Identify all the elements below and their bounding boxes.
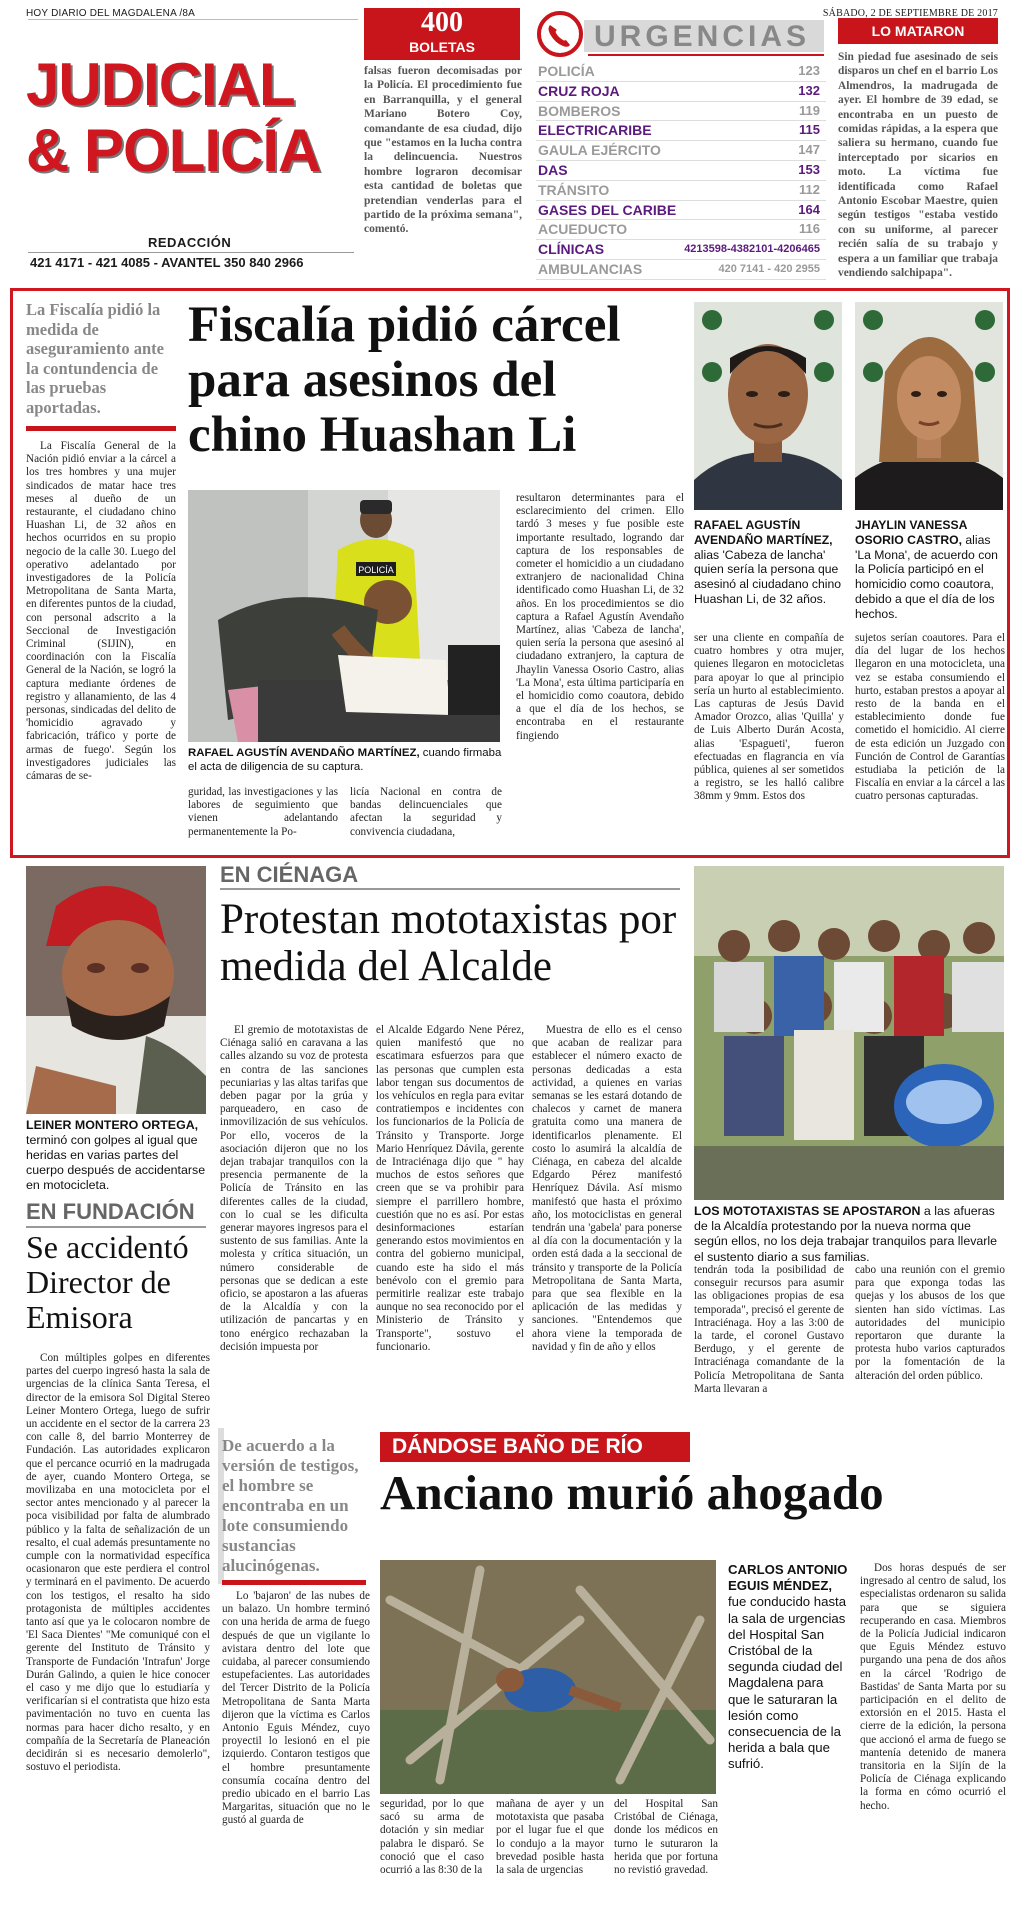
- urgencia-name: BOMBEROS: [538, 102, 621, 119]
- article3-kicker: EN FUNDACIÓN: [26, 1199, 195, 1224]
- folio-rule: [28, 19, 358, 20]
- urgencia-row: [536, 161, 826, 181]
- mugshot-jhaylin: [855, 302, 1003, 510]
- article1-headline: Fiscalía pidió cárcel para asesinos del chino Huashan Li: [188, 297, 621, 463]
- article1-col2: guridad, las investigaciones y las labores de seguimiento que vienen adelantando permanentemente la Po-: [188, 786, 338, 838]
- article1-col3: licía Nacional en contra de bandas delincuenciales que afectan la seguridad y convivencia ciudadana,: [350, 786, 502, 838]
- mataron-title: LO MATARON: [838, 18, 998, 44]
- urgencia-row: [536, 181, 826, 201]
- urgencia-name: DAS: [538, 161, 568, 178]
- article4-caption: CARLOS ANTONIO EGUIS MÉNDEZ, fue conducido hasta la sala de urgencias del Hospital San Cristóbal de la segunda ciudad del Magdalena para que le saturaran la lesión como consecuencia de la herida a bala que sufrió.: [728, 1562, 848, 1772]
- urgencia-number: 112: [799, 181, 820, 197]
- boletas-label: BOLETAS: [409, 39, 475, 55]
- article2-col5: cabo una reunión con el gremio para que exponga todas las quejas y los abusos de los que sienten han sido víctimas. Las autoridades del municipio reportaron que durante la protesta hubo varios capturados por la fomentación de la alteración del orden público.: [855, 1264, 1005, 1382]
- urgencias-header: [532, 8, 827, 58]
- section-folio: HOY DIARIO DEL MAGDALENA /8A: [26, 8, 195, 19]
- article2-kicker-rule: [220, 888, 680, 890]
- urgencia-name: POLICÍA: [538, 63, 595, 79]
- urgencia-number: 116: [799, 221, 820, 237]
- article4-deck-rule: [222, 1580, 366, 1585]
- article1-col4: resultaron determinantes para el esclarecimiento del crimen. Ello tardó 3 meses y fue posible este importante resultado, logrando dar captura de los responsables de cometer el homicidio a un ciudadano extranjero de nacionalidad China identificado como Huashan Li, de 32 años. En los procedimientos se dio captura a Rafael Agustín Avendaño Martínez, alias 'Cabeza de lancha', quien sería la persona que asesinó al ciudadano extranjero, la captura de Jhaylin Vanessa Osorio Castro, alias 'La Mona', esta última participaría en el homicidio como coautora, debido a que el día de los hechos, se encontraba en el restaurante fingiendo: [516, 492, 684, 742]
- urgencia-row: [536, 102, 826, 122]
- urgencia-row: [536, 220, 826, 240]
- leiner-photo: [26, 866, 206, 1114]
- article4-col2: seguridad, por lo que sacó su arma de dotación y sin mediar palabra le disparó. Se conoció que el caso ocurrió a las 8:30 de la: [380, 1798, 484, 1877]
- urgencia-name: ACUEDUCTO: [538, 221, 628, 238]
- urgencia-number: 147: [798, 142, 820, 158]
- article1-col5: ser una cliente en compañía de cuatro hombres y otra mujer, quienes llegaron en motocicletas para apoyar lo que al principio sería un hurto al establecimiento. Las capturas de Jesús David Amador Orozco, alias 'Quilla' y de Luis Alberto Durán Acosta, alias 'Espagueti', fueron efectuadas en flagrancia en vía pública, quienes al ser sometidos a registro, se les halló calibre 38mm y 9mm. Estos dos: [694, 632, 844, 803]
- article4-col3: mañana de ayer y un mototaxista que pasaba por el lugar fue el que lo condujo a la mayor brevedad posible hasta la sala de urgencias: [496, 1798, 604, 1877]
- article3-text: Con múltiples golpes en diferentes partes del cuerpo ingresó hasta la sala de urgencias de la clínica Santa Teresa, el director de la emisora Sol Digital Stereo Leiner Montero Ortega, luego de sufrir un accidente en el sector de la carrera 23 con calle 8, del barrio Monterrey de Fundación. Las autoridades explicaron que el percance ocurrió en la madrugada de ayer, cuando Montero Ortega, se movilizaba en una motocicleta por el sector antes mencionado y al parecer la poca visibilidad por falta de alumbrado público y la falta de señalización de un resalto, el cual además presuntamente no cumple con la normatividad específica ocasionaron que este perdiera el control y terminará en el pavimento. De acuerdo con los testigos, el resalto ha sido protagonista de múltiples accidentes tanto así que ya le colocaron nombre de 'El Saca Dientes' "Me comuniqué con el gerente del Instituto de Tránsito y Transporte de Fundación 'Intrafun' Jorge Durán Galindo, a quien le hice conocer el caso y me dijo que lo estudiaría y verificarían si el contratista que hizo esta pavimentación no tuvo en cuenta las normas para hacer dicho resalto, y en compañía de la Secretaría de Planeación decidirán si es necesario demolerlo", sostuvo el periodista.: [26, 1352, 210, 1774]
- urgencia-name: TRÁNSITO: [538, 181, 610, 198]
- urgencia-row: [536, 141, 826, 161]
- urgencia-number: 4213598-4382101-4206465: [684, 243, 820, 256]
- article1-col1: La Fiscalía General de la Nación pidió enviar a la cárcel a los tres hombres y una mujer sindicados de matar hace tres meses al dueño de un restaurante, el ciudadano chino Huashan Li, de 32 años en hechos ocurridos en su propio negocio de la calle 30. Luego del operativo adelantado por investigadores de la Policía Metropolitana de Santa Marta, en diferentes puntos de la ciudad, con personal adscrito a la Seccional de Investigación Criminal (SIJIN), en coordinación con la Fiscalía General de la Nación, se logró la captura mediante órdenes de registro y allanamiento, de las 4 personas, sindicadas del delito de 'homicidio agravado y fabricación, tráfico y porte de armas de fuego'. Según los investigadores judiciales las cámaras de se-: [26, 440, 176, 783]
- article1-col6: sujetos serían coautores. Para el día del lugar de los hechos llegaron en una motocicleta, una vez se estaba consumiendo el hurto, estaban prestos a apoyar al resto de la banda en el establecimiento donde fue cometido el homicidio. Al cierre de esta edición un Juzgado con Función de Control de Garantías estudiaba la petición de la Fiscalía en enviar a la cárcel a las cuatro personas capturadas.: [855, 632, 1005, 803]
- urgencia-number: 164: [798, 201, 820, 217]
- urgencia-number: 153: [798, 161, 820, 177]
- article4-col4: del Hospital San Cristóbal de Ciénaga, donde los médicos en turno le suturaron la herida que por fortuna no revistió gravedad.: [614, 1798, 718, 1877]
- river-photo-illustration: [380, 1560, 716, 1794]
- urgencia-number: 132: [798, 82, 820, 98]
- mugshot-rafael-illustration: [694, 302, 842, 510]
- urgencia-name: CLÍNICAS: [538, 241, 605, 258]
- article1-photo-caption: RAFAEL AGUSTÍN AVENDAÑO MARTÍNEZ, cuando firmaba el acta de diligencia de su captura.: [188, 747, 502, 773]
- urgencia-row: [536, 240, 826, 260]
- boletas-text: falsas fueron decomisadas por la Policía. El procedimiento fue en Barranquilla, y el general Mariano Botero Coy, comandante de esa ciudad, dijo que "estamos en la lucha contra la delincuencia. Nuestros hombre lograron decomisar esta cantidad de boletas que pretendian venderlas para el partido de la próxima semana", comentó.: [364, 65, 522, 236]
- urgencias-list: [536, 62, 826, 280]
- urgencia-number: 123: [798, 63, 820, 78]
- signing-photo-illustration: [188, 490, 500, 742]
- leiner-photo-illustration: [26, 866, 206, 1114]
- article2-photo: [694, 866, 1004, 1200]
- article2-col2: el Alcalde Edgardo Nene Pérez, quien manifestó que no escatimara esfuerzos para que las personas que cumplen esta labor tengan sus documentos de los vehículos en regla para evitar contratiempos e incidentes con los funcionarios de la Policía de Tránsito y Transporte. Jorge Mario Henríquez Dávila, gerente de Intraciénaga dijo que " hay muchos de estos señores que creen que se va prohibir para siempre el parrillero hombre, cuestión que no es así. Por estas desinformaciones estarían generando estos movimientos en contra del gobierno municipal, cuando este ha sido el más benévolo con el gremio para permitirle realizar este trabajo aunque no sea reconocido por el Ministerio de Tránsito y Transporte", sostuvo el funcionario.: [376, 1024, 524, 1353]
- issue-date: SÁBADO, 2 DE SEPTIEMBRE DE 2017: [822, 8, 998, 19]
- article1-deck: La Fiscalía pidió la medida de aseguramiento ante la contundencia de las pruebas aportadas.: [26, 300, 164, 417]
- article2-photo-caption: LOS MOTOTAXISTAS SE APOSTARON a las afueras de la Alcaldía protestando por la nueva norma que según ellos, no los deja trabajar tranquilos para llevarle el sustento diario a sus familias.: [694, 1204, 998, 1264]
- article2-headline: Protestan mototaxistas por medida del Alcalde: [220, 896, 677, 990]
- urgencia-name: ELECTRICARIBE: [538, 122, 652, 139]
- masthead-judicial: JUDICIAL: [26, 51, 295, 118]
- article4-col5: Dos horas después de ser ingresado al centro de salud, los especialistas ordenaron su salida para que se siguiera recuperando en casa. Miembros de la Policía Judicial indicaron que Eguis Méndez estuvo purgando una pena de dos años en la cárcel 'Rodrigo de Bastidas' de Santa Marta por su participación en el delito de extorsión en el 2015. Hasta el cierre de la edición, la persona que accionó el arma de fuego se mantenía detenido de manera transitoria en la Sijín de la Policía de Ciénaga explicando la forma en cómo ocurrió el hecho.: [860, 1562, 1006, 1812]
- urgencia-name: CRUZ ROJA: [538, 82, 620, 99]
- redaccion-label: REDACCIÓN: [148, 235, 232, 250]
- urgencia-name: GAULA EJÉRCITO: [538, 142, 661, 159]
- article1-photo: [188, 490, 500, 742]
- article4-col1: Lo 'bajaron' de las nubes de un balazo. Un hombre terminó con una herida de arma de fuego después de que un vigilante lo avistara dentro del lote que cuidaba, al parecer consumiendo estupefacientes. Las autoridades del Tercer Distrito de la Policía Metropolitana de Santa Marta dijeron que la víctima es Carlos Antonio Eguis Méndez, cuyo proyectil lo lesionó en el pie izquierdo. Contaron testigos que el hombre presuntamente consumía cocaína dentro del predio ubicado en el barrio Las Margaritas, situación que no le gustó al guarda de: [222, 1590, 370, 1827]
- urgencia-number: 115: [799, 122, 820, 138]
- mataron-text: Sin piedad fue asesinado de seis disparos un chef en el barrio Los Almendros, la madrugada de ayer. El hombre de 39 edad, se encontraba en un puesto de comidas rápidas, a la espera que saliera su hermano, cuando fue interceptado por sicarios en moto. La víctima fue identificada como Rafael Antonio Escobar Maestre, quien según testigos "estaba vestido con su uniforme, al parecer recién salía de su trabajo y espera a un familiar que trabaja vendiendo salchipapa".: [838, 51, 998, 280]
- boletas-box: [364, 8, 520, 60]
- redaccion-phones: 421 4171 - 421 4085 - AVANTEL 350 840 2966: [30, 255, 304, 270]
- urgencia-row: [536, 121, 826, 141]
- urgencia-number: 119: [799, 102, 820, 118]
- mugshot-rafael: [694, 302, 842, 510]
- urgencias-box: [532, 8, 827, 278]
- mug1-caption: RAFAEL AGUSTÍN AVENDAÑO MARTÍNEZ, alias 'Cabeza de lancha' quien sería la persona que asesinó al ciudadano chino Huashan Li, de 32 años.: [694, 518, 842, 606]
- vest-text: POLICÍA: [358, 565, 394, 575]
- article2-kicker: EN CIÉNAGA: [220, 862, 359, 887]
- article2-col1: El gremio de mototaxistas de Ciénaga salió en caravana a las calles alzando su voz de protesta en contra de las sanciones pecuniarias y las altas tarifas que deben pagar por la grúa y parqueadero, en caso de inmovilización de sus vehículos. Por ello, voceros de la asociación dijeron que no los dejan trabajar tranquilos con la presencia permanente de la Policía de Tránsito en las diferentes calles de la ciudad, con lo cual se les dificulta generar mayores ingresos para el sustento de sus familias. Ante la molesta y crítica situación, un número considerable de personas que se dedican a este oficio, se apostaron a las afueras de la Alcaldía y con la utilización de pancartas y en tono enérgico rechazaban la decisión impuesta por: [220, 1024, 368, 1353]
- urgencia-row: [536, 201, 826, 221]
- article1-deck-rule: [26, 426, 176, 431]
- article4-kicker: DÁNDOSE BAÑO DE RÍO: [380, 1432, 690, 1462]
- urgencia-name: AMBULANCIAS: [538, 260, 643, 277]
- article4-photo: [380, 1560, 716, 1794]
- mugshot-jhaylin-illustration: [855, 302, 1003, 510]
- article2-col3: Muestra de ello es el censo que acaban de realizar para establecer el número exacto de personas dedicadas a esta actividad, a quienes en varias semanas se les estará dotando de chalecos y carnet de manera gratuita como una manera de identificarlos plenamente. El costo lo asumirá la alcaldía de Ciénaga, en cabeza del alcalde Edgardo Pérez manifestó Henríquez Dávila. Así mismo manifestó que hasta el próximo año, los motociclistas en general tendrán una 'gabela' para ponerse al día con la documentación y la orden está dada a la seccional de tránsito y transporte de la Policía Metropolitana de Santa Marta, para que sea flexible en la aplicación de las medidas y sanciones. "Entendemos que ahora viene la temporada de navidad y fin de año y ellos: [532, 1024, 682, 1353]
- article4-deck: De acuerdo a la versión de testigos, el hombre se encontraba en un lote consumiendo sustancias alucinógenas.: [222, 1436, 359, 1575]
- article2-col4: tendrán toda la posibilidad de conseguir recursos para asumir las obligaciones propias de esa temporada", precisó el gerente de Intraciénaga. Hoy a las 3:00 de la tarde, el coronel Gustavo Berdugo, y el gerente de Intraciénaga comandante de la Policía Metropolitana de Santa Marta llevaran a: [694, 1264, 844, 1395]
- urgencias-title: URGENCIAS: [594, 20, 811, 53]
- urgencia-row: [536, 82, 826, 102]
- article3-kicker-rule: [26, 1226, 206, 1228]
- article3-headline: Se accidentó Director de Emisora: [26, 1229, 189, 1335]
- urgencia-row: [536, 62, 826, 82]
- urgencia-name: GASES DEL CARIBE: [538, 201, 677, 218]
- urgencia-number: 420 7141 - 420 2955: [718, 262, 820, 275]
- redaccion-rule: [28, 252, 354, 253]
- mug2-caption: JHAYLIN VANESSA OSORIO CASTRO, alias 'La Mona', de acuerdo con la Policía participó en el homicidio como coautora, debido a que el día de los hechos.: [855, 518, 998, 621]
- article4-headline: Anciano murió ahogado: [380, 1465, 884, 1520]
- leiner-caption: LEINER MONTERO ORTEGA, terminó con golpes al igual que heridas en varias partes del cuerpo después de accidentarse en motocicleta.: [26, 1118, 206, 1192]
- masthead-policia: & POLICÍA: [26, 117, 321, 184]
- mototaxistas-photo-illustration: [694, 866, 1004, 1200]
- boletas-number: 400: [421, 7, 463, 38]
- phone-icon: [532, 8, 588, 58]
- urgencia-row: [536, 260, 826, 280]
